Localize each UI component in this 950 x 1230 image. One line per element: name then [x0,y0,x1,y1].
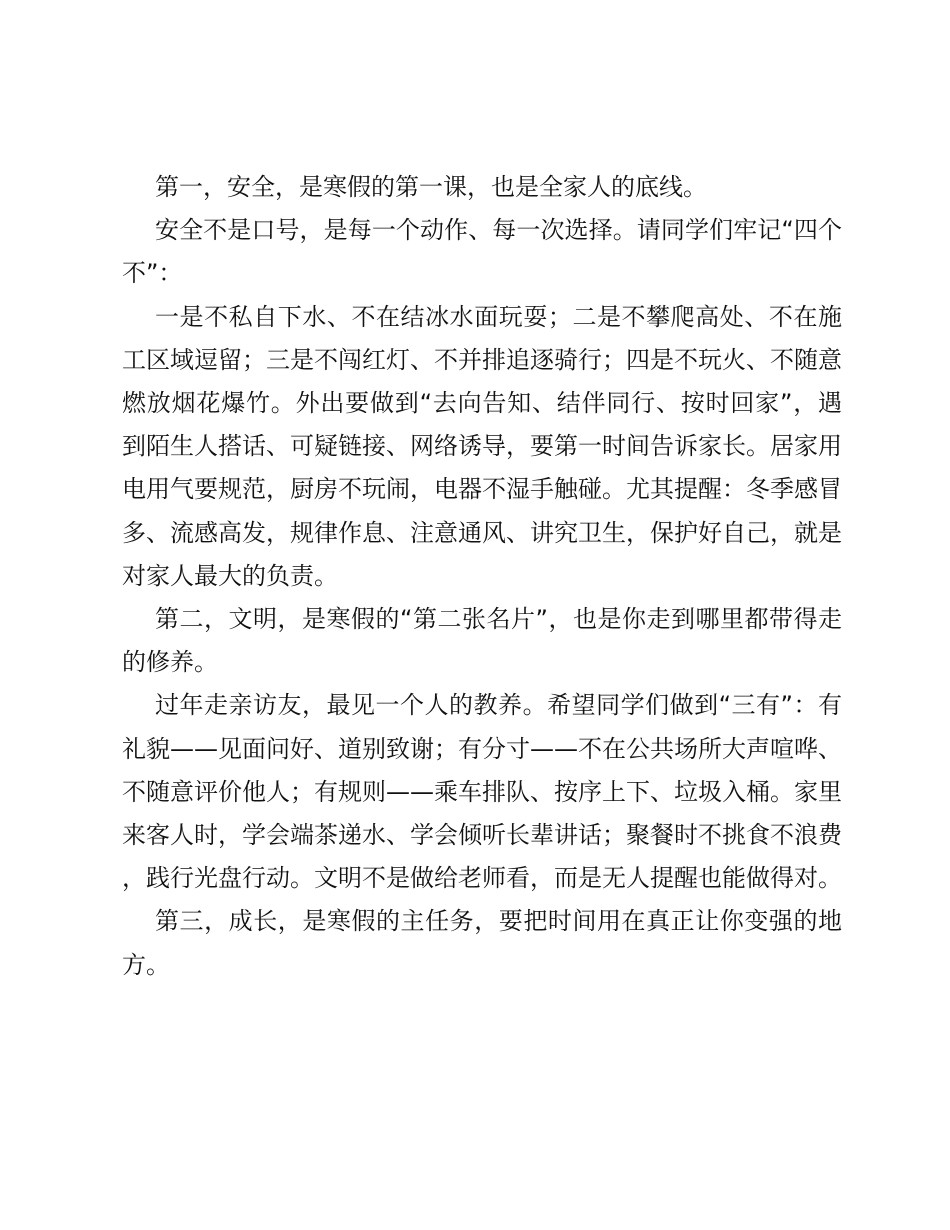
document-body [122,166,842,987]
paragraph-civility-heading: 第二，文明，是寒假的“第二张名片”，也是你走到哪里都带得走的修养。 [122,605,842,677]
paragraph-safety-intro: 安全不是口号，是每一个动作、每一次选择。请同学们牢记“四个不”： [122,216,842,288]
paragraph-safety-heading: 第一，安全，是寒假的第一课，也是全家人的底线。 [155,173,707,201]
paragraph-civility-details: 过年走亲访友，最见一个人的教养。希望同学们做到“三有”：有礼貌——见面问好、道别致谢；有分寸——不在公共场所大声喧哗、不随意评价他人；有规则——乘车排队、按序上下、垃圾入桶。家里来客人时，学会端茶递水、学会倾听长辈讲话；聚餐时不挑食不浪费，践行光盘行动。文明不是做给老师看，而是无人提醒也能做得对。 [122,691,842,893]
paragraph-growth-heading: 第三，成长，是寒假的主任务，要把时间用在真正让你变强的地方。 [122,907,842,979]
paragraph-safety-details: 一是不私自下水、不在结冰水面玩耍；二是不攀爬高处、不在施工区域逗留；三是不闯红灯、不并排追逐骑行；四是不玩火、不随意燃放烟花爆竹。外出要做到“去向告知、结伴同行、按时回家”，遇到陌生人搭话、可疑链接、网络诱导，要第一时间告诉家长。居家用电用气要规范，厨房不玩闹，电器不湿手触碰。尤其提醒：冬季感冒多、流感高发，规律作息、注意通风、讲究卫生，保护好自己，就是对家人最大的负责。 [122,302,842,590]
